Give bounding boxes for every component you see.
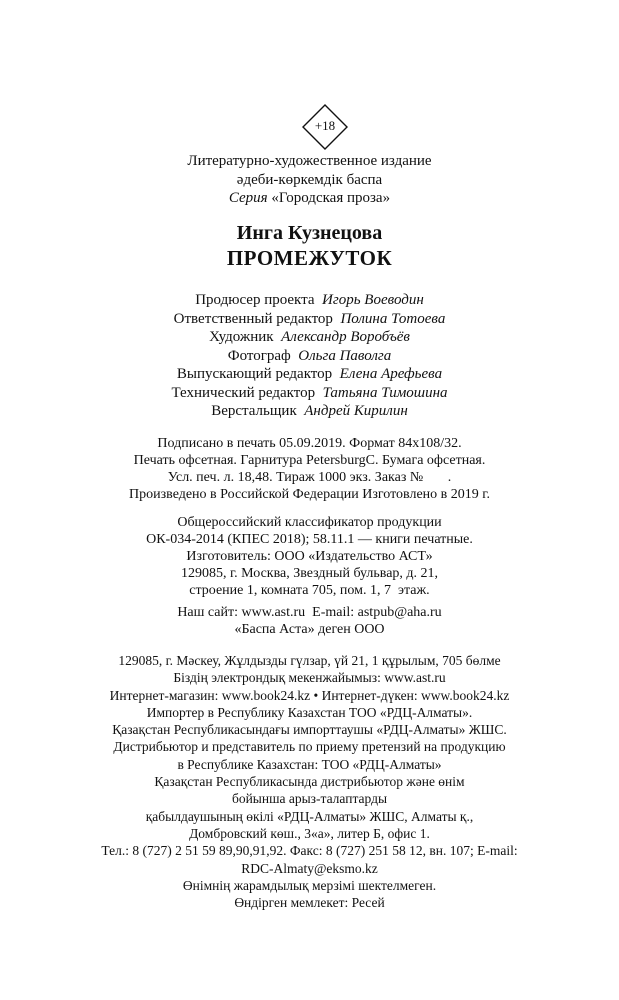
kz-info-line: Дистрибьютор и представитель по приему претензий на продукцию [113,739,506,755]
credits-list [0,291,619,421]
kazakhstan-info [0,652,619,911]
website-info [0,604,619,638]
classifier-line: 129085, г. Москва, Звездный бульвар, д. 21, [180,566,439,581]
print-info [0,435,619,503]
series-line [0,189,619,208]
print-info-line: Усл. печ. л. 18,48. Тираж 1000 экз. Заказ № . [167,470,452,485]
book-title: ПРОМЕЖУТОК [226,246,393,270]
credit-role: Фотограф [227,347,291,364]
credit-line [0,402,619,421]
kz-info-line: бойынша арыз-талаптарды [231,791,388,807]
website-line: «Баспа Аста» деген ООО [234,622,385,637]
kz-info-line: Өндірген мемлекет: Ресей [234,895,385,911]
print-info-line: Произведено в Российской Федерации Изготовлено в 2019 г. [129,487,490,502]
kz-info-line: Біздің электрондық мекенжайымыз: www.ast.ru [173,670,446,686]
edition-type-kz: әдеби-көркемдік баспа [236,171,383,188]
credit-name: Андрей Кирилин [304,403,408,419]
credit-role: Продюсер проекта [195,292,315,308]
kz-info-line: RDC-Almaty@eksmo.kz [241,860,378,876]
credit-role: Выпускающий редактор [176,366,333,382]
credit-line [0,328,619,347]
series-name: «Городская проза» [267,190,391,206]
edition-type-ru: Литературно-художественное издание [187,153,432,169]
kz-info-line: Импортер в Республику Казахстан ТОО «РДЦ-Алматы». [146,704,473,720]
credit-line [0,384,619,403]
book-heading [0,221,619,271]
kz-info-line: Домбровский көш., 3«а», литер Б, офис 1. [189,825,430,841]
credit-role: Верстальщик [211,403,297,419]
print-info-line: Печать офсетная. Гарнитура PetersburgC. Бумага офсетная. [133,453,486,468]
age-rating-label: +18 [314,118,336,133]
website-line: Наш сайт: www.ast.ru E-mail: astpub@aha.ru [177,605,442,620]
kz-info-line: Қазақстан Республикасында дистрибьютор және өнім [154,774,465,790]
credit-name: Полина Тотоева [340,310,446,327]
edition-header [0,152,619,208]
credit-name: Александр Воробъёв [281,329,410,345]
credit-name: Татьяна Тимошина [322,384,448,401]
kz-info-line: Тел.: 8 (727) 2 51 59 89,90,91,92. Факс: 8 (727) 251 58 12, вн. 107; E-mail: [101,843,518,859]
classifier-line: ОК-034-2014 (КПЕС 2018); 58.11.1 — книги печатные. [146,532,473,547]
kz-info-line: Интернет-магазин: www.book24.kz • Интернет-дүкен: www.book24.kz [109,687,510,703]
credit-line [0,310,619,329]
credit-role: Технический редактор [171,384,316,401]
kz-info-line: 129085, г. Мәскеу, Жұлдызды гүлзар, үй 21, 1 құрылым, 705 бөлме [118,653,501,668]
credit-name: Ольга Паволга [298,347,392,364]
classifier-line: Общероссийский классификатор продукции [177,515,442,530]
credit-name: Елена Арефьева [339,366,443,382]
credit-role: Ответственный редактор [173,310,333,327]
author-name: Инга Кузнецова [236,222,383,244]
classifier-line: Изготовитель: ООО «Издательство АСТ» [186,549,433,564]
kz-info-line: в Республике Казахстан: ТОО «РДЦ-Алматы» [177,756,442,772]
print-info-line: Подписано в печать 05.09.2019. Формат 84х108/32. [157,436,462,451]
credit-line [0,347,619,366]
credit-line [0,291,619,310]
classifier-line: строение 1, комната 705, пом. 1, 7 этаж. [189,583,430,598]
classifier-info [0,514,619,599]
series-prefix: Серия [228,190,268,206]
credit-role: Художник [209,329,274,345]
kz-info-line: Қазақстан Республикасындағы импорттаушы «РДЦ-Алматы» ЖШС. [112,722,507,738]
kz-info-line: Өнімнің жарамдылық мерзімі шектелмеген. [182,877,437,893]
age-rating-badge [302,104,348,150]
credit-name: Игорь Воеводин [322,292,424,308]
kz-info-line: қабылдаушының өкілі «РДЦ-Алматы» ЖШС, Алматы қ., [145,808,474,824]
credit-line [0,365,619,384]
